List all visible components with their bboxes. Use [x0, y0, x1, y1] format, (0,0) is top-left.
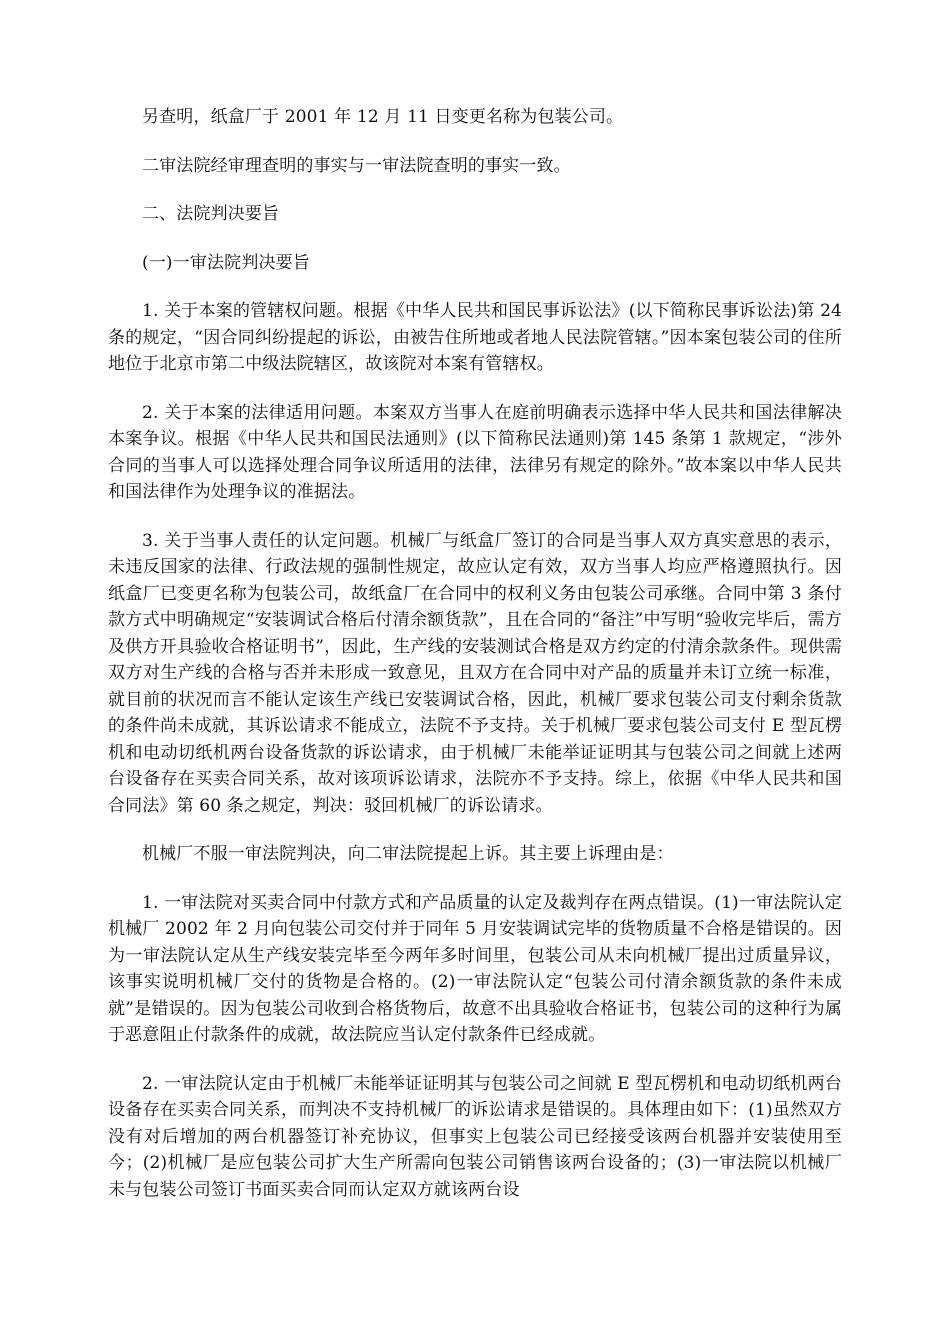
paragraph-applicable-law: 2. 关于本案的法律适用问题。本案双方当事人在庭前明确表示选择中华人民共和国法律解决本案争议。根据《中华人民共和国民法通则》(以下简称民法通则)第 145 条第 1 款规定，“涉外合同的当事人可以选择处理合同争议所适用的法律，法律另有规定的除外。”故本案以中华人民共和国法律作为处理争议的准据法。: [108, 402, 842, 502]
paragraph-appeal-intro: 机械厂不服一审法院判决，向二审法院提起上诉。其主要上诉理由是：: [142, 844, 674, 864]
subsection-heading-first-instance: (一)一审法院判决要旨: [142, 252, 310, 273]
paragraph-name-change: 另查明，纸盒厂于 2001 年 12 月 11 日变更名称为包装公司。: [142, 107, 624, 127]
document-page: [108, 104, 842, 1225]
paragraph-appeal-reason-2: 2. 一审法院认定由于机械厂未能举证证明其与包装公司之间就 E 型瓦楞机和电动切纸机两台设备存在买卖合同关系，而判决不支持机械厂的诉讼请求是错误的。具体理由如下：(1)虽然双方没有对后增加的两台机器签订补充协议，但事实上包装公司已经接受该两台机器并安装使用至今；(2)机械厂是应包装公司扩大生产所需向包装公司销售该两台设备的；(3)一审法院以机械厂未与包装公司签订书面买卖合同而认定双方就该两台设: [108, 1073, 842, 1200]
section-heading-judgment-gist: 二、法院判决要旨: [142, 204, 280, 224]
paragraph-second-instance-facts: 二审法院经审理查明的事实与一审法院查明的事实一致。: [142, 155, 571, 176]
paragraph-liability: 3. 关于当事人责任的认定问题。机械厂与纸盒厂签订的合同是当事人双方真实意思的表示，未违反国家的法律、行政法规的强制性规定，故应认定有效，双方当事人均应严格遵照执行。因纸盒厂已变更名称为包装公司，故纸盒厂在合同中的权利义务由包装公司承继。合同中第 3 条付款方式中明确规定“安装调试合格后付清余额货款”，且在合同的“备注”中写明“验收完毕后，需方及供方开具验收合格证明书”，因此，生产线的安装测试合格是双方约定的付清余款条件。现供需双方对生产线的合格与否并未形成一致意见，且双方在合同中对产品的质量并未订立统一标准，就目前的状况而言不能认定该生产线已安装调试合格，因此，机械厂要求包装公司支付剩余货款的条件尚未成就，其诉讼请求不能成立，法院不予支持。关于机械厂要求包装公司支付 E 型瓦楞机和电动切纸机两台设备货款的诉讼请求，由于机械厂未能举证证明其与包装公司之间就上述两台设备存在买卖合同关系，故对该项诉讼请求，法院亦不予支持。综上，依据《中华人民共和国合同法》第 60 条之规定，判决：驳回机械厂的诉讼请求。: [108, 530, 842, 816]
paragraph-appeal-reason-1: 1. 一审法院对买卖合同中付款方式和产品质量的认定及裁判存在两点错误。(1)一审法院认定机械厂 2002 年 2 月向包装公司交付并于同年 5 月安装调试完毕的货物质量不合格是错误的。因为一审法院认定从生产线安装完毕至今两年多时间里，包装公司从未向机械厂提出过质量异议，该事实说明机械厂交付的货物是合格的。(2)一审法院认定“包装公司付清余额货款的条件未成就”是错误的。因为包装公司收到合格货物后，故意不出具验收合格证书，包装公司的这种行为属于恶意阻止付款条件的成就，故法院应当认定付款条件已经成就。: [108, 892, 842, 1045]
paragraph-jurisdiction: 1. 关于本案的管辖权问题。根据《中华人民共和国民事诉讼法》(以下简称民事诉讼法)第 24 条的规定，“因合同纠纷提起的诉讼，由被告住所地或者地人民法院管辖。”因本案包装公司的住所地位于北京市第二中级法院辖区，故该院对本案有管辖权。: [108, 301, 842, 374]
